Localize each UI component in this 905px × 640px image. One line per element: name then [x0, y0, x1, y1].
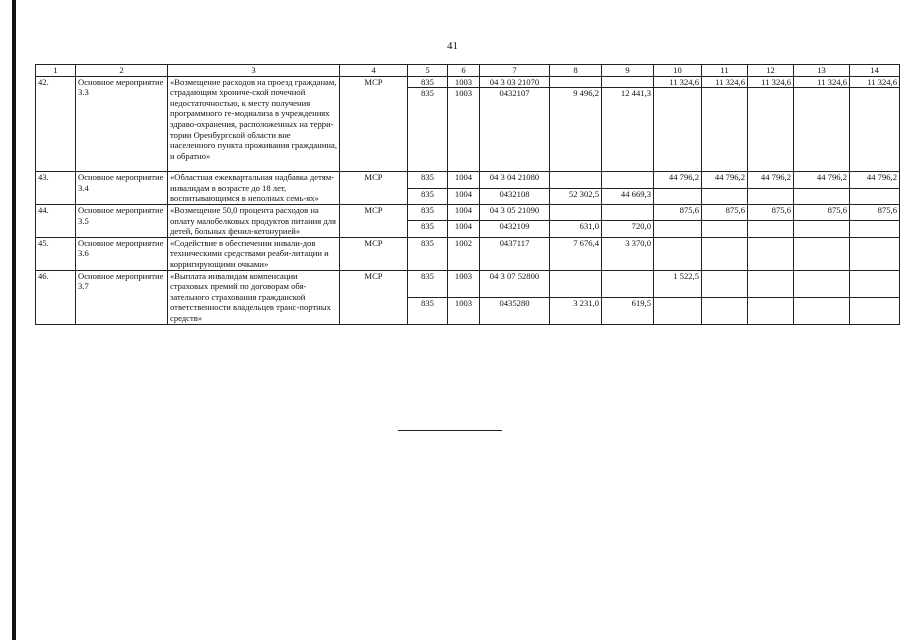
- value-col12: 11 324,6: [748, 76, 794, 88]
- value-col10: [654, 88, 702, 172]
- section-code: 1003: [448, 270, 480, 297]
- value-col10: 875,6: [654, 204, 702, 220]
- value-col9: [602, 204, 654, 220]
- table-row: [36, 204, 900, 220]
- table-row: [36, 237, 900, 270]
- grbs-code: 835: [408, 221, 448, 237]
- value-col13: [794, 270, 850, 297]
- target-article: 04 3 07 52800: [480, 270, 550, 297]
- target-article: 0435280: [480, 297, 550, 324]
- value-col9: [602, 270, 654, 297]
- value-col12: [748, 297, 794, 324]
- value-col8: 7 676,4: [550, 237, 602, 270]
- value-col11: [702, 297, 748, 324]
- col-header-9: 9: [602, 65, 654, 77]
- col-header-7: 7: [480, 65, 550, 77]
- value-col11: [702, 221, 748, 237]
- value-col13: [794, 88, 850, 172]
- event-name: Основное мероприятие 3.3: [76, 76, 168, 172]
- value-col8: [550, 270, 602, 297]
- value-col9: 720,0: [602, 221, 654, 237]
- section-code: 1003: [448, 297, 480, 324]
- col-header-14: 14: [850, 65, 900, 77]
- value-col14: [850, 188, 900, 204]
- value-col8: 3 231,0: [550, 297, 602, 324]
- value-col12: [748, 188, 794, 204]
- value-col13: 11 324,6: [794, 76, 850, 88]
- value-col8: [550, 76, 602, 88]
- value-col10: 1 522,5: [654, 270, 702, 297]
- grbs-code: 835: [408, 76, 448, 88]
- value-col8: 52 302,5: [550, 188, 602, 204]
- value-col14: [850, 237, 900, 270]
- value-col14: 875,6: [850, 204, 900, 220]
- event-name: Основное мероприятие 3.7: [76, 270, 168, 324]
- value-col9: 619,5: [602, 297, 654, 324]
- target-article: 0432107: [480, 88, 550, 172]
- value-col10: [654, 237, 702, 270]
- value-col8: [550, 204, 602, 220]
- grbs-code: 835: [408, 88, 448, 172]
- value-col10: [654, 297, 702, 324]
- executor: МСР: [340, 76, 408, 172]
- value-col14: [850, 88, 900, 172]
- value-col9: 44 669,3: [602, 188, 654, 204]
- event-name: Основное мероприятие 3.5: [76, 204, 168, 237]
- table-row: [36, 270, 900, 297]
- column-numbers-row: [36, 65, 900, 77]
- col-header-13: 13: [794, 65, 850, 77]
- target-article: 0432109: [480, 221, 550, 237]
- value-col12: [748, 237, 794, 270]
- value-col10: 44 796,2: [654, 172, 702, 188]
- value-col14: [850, 221, 900, 237]
- value-col13: [794, 221, 850, 237]
- col-header-2: 2: [76, 65, 168, 77]
- grbs-code: 835: [408, 237, 448, 270]
- col-header-5: 5: [408, 65, 448, 77]
- target-article: 04 3 04 21080: [480, 172, 550, 188]
- row-number: 44.: [36, 204, 76, 237]
- grbs-code: 835: [408, 188, 448, 204]
- value-col11: [702, 88, 748, 172]
- grbs-code: 835: [408, 270, 448, 297]
- event-description: «Возмещение 50,0 процента расходов на оплату малобелковых продуктов питания для детей, больных фенил-кетонурией»: [168, 204, 340, 237]
- col-header-1: 1: [36, 65, 76, 77]
- section-code: 1002: [448, 237, 480, 270]
- target-article: 04 3 03 21070: [480, 76, 550, 88]
- value-col13: [794, 297, 850, 324]
- value-col8: 631,0: [550, 221, 602, 237]
- value-col9: [602, 172, 654, 188]
- target-article: 04 3 05 21090: [480, 204, 550, 220]
- section-code: 1004: [448, 188, 480, 204]
- value-col14: [850, 297, 900, 324]
- event-description: «Областная ежеквартальная надбавка детям-инвалидам в возрасте до 18 лет, воспитывающимся в неполных семь-ях»: [168, 172, 340, 205]
- target-article: 0437117: [480, 237, 550, 270]
- value-col14: 11 324,6: [850, 76, 900, 88]
- section-code: 1004: [448, 204, 480, 220]
- value-col11: [702, 270, 748, 297]
- program-measures-table: [35, 64, 900, 325]
- value-col12: 44 796,2: [748, 172, 794, 188]
- col-header-8: 8: [550, 65, 602, 77]
- value-col10: [654, 188, 702, 204]
- executor: МСР: [340, 237, 408, 270]
- value-col11: [702, 188, 748, 204]
- event-name: Основное мероприятие 3.6: [76, 237, 168, 270]
- target-article: 0432108: [480, 188, 550, 204]
- table-row: [36, 76, 900, 88]
- value-col13: 875,6: [794, 204, 850, 220]
- value-col13: 44 796,2: [794, 172, 850, 188]
- value-col12: [748, 270, 794, 297]
- value-col11: 875,6: [702, 204, 748, 220]
- value-col13: [794, 237, 850, 270]
- section-code: 1003: [448, 88, 480, 172]
- value-col11: [702, 237, 748, 270]
- value-col12: [748, 88, 794, 172]
- row-number: 45.: [36, 237, 76, 270]
- col-header-6: 6: [448, 65, 480, 77]
- col-header-10: 10: [654, 65, 702, 77]
- value-col11: 11 324,6: [702, 76, 748, 88]
- value-col12: [748, 221, 794, 237]
- event-description: «Возмещение расходов на проезд гражданам, страдающим хроничe-ской почечной недостаточностью, к месту получения программного ге-модиализа в учреждениях здраво-охранения, расположенных на терри-тории Оренбургской области вне населенного пункта проживания гражданина, и обратно»: [168, 76, 340, 172]
- executor: МСР: [340, 204, 408, 237]
- row-number: 43.: [36, 172, 76, 205]
- value-col10: [654, 221, 702, 237]
- value-col11: 44 796,2: [702, 172, 748, 188]
- executor: МСР: [340, 270, 408, 324]
- grbs-code: 835: [408, 172, 448, 188]
- section-code: 1003: [448, 76, 480, 88]
- value-col13: [794, 188, 850, 204]
- page-edge-bar: [12, 0, 16, 640]
- event-description: «Содействие в обеспечении инвали-дов техническими средствами реаби-литации и корригирующими очками»: [168, 237, 340, 270]
- section-code: 1004: [448, 221, 480, 237]
- value-col9: 12 441,3: [602, 88, 654, 172]
- col-header-11: 11: [702, 65, 748, 77]
- grbs-code: 835: [408, 297, 448, 324]
- value-col10: 11 324,6: [654, 76, 702, 88]
- value-col8: [550, 172, 602, 188]
- section-code: 1004: [448, 172, 480, 188]
- table-row: [36, 172, 900, 188]
- value-col12: 875,6: [748, 204, 794, 220]
- page-number: 41: [447, 40, 458, 52]
- event-name: Основное мероприятие 3.4: [76, 172, 168, 205]
- value-col14: 44 796,2: [850, 172, 900, 188]
- value-col14: [850, 270, 900, 297]
- value-col9: 3 370,0: [602, 237, 654, 270]
- row-number: 42.: [36, 76, 76, 172]
- row-number: 46.: [36, 270, 76, 324]
- event-description: «Выплата инвалидам компенсации страховых премий по договорам обя-зательного страхования гражданской ответственности владельцев транс-портных средств»: [168, 270, 340, 324]
- col-header-4: 4: [340, 65, 408, 77]
- value-col9: [602, 76, 654, 88]
- end-rule-divider: [398, 430, 502, 431]
- col-header-12: 12: [748, 65, 794, 77]
- col-header-3: 3: [168, 65, 340, 77]
- grbs-code: 835: [408, 204, 448, 220]
- executor: МСР: [340, 172, 408, 205]
- value-col8: 9 496,2: [550, 88, 602, 172]
